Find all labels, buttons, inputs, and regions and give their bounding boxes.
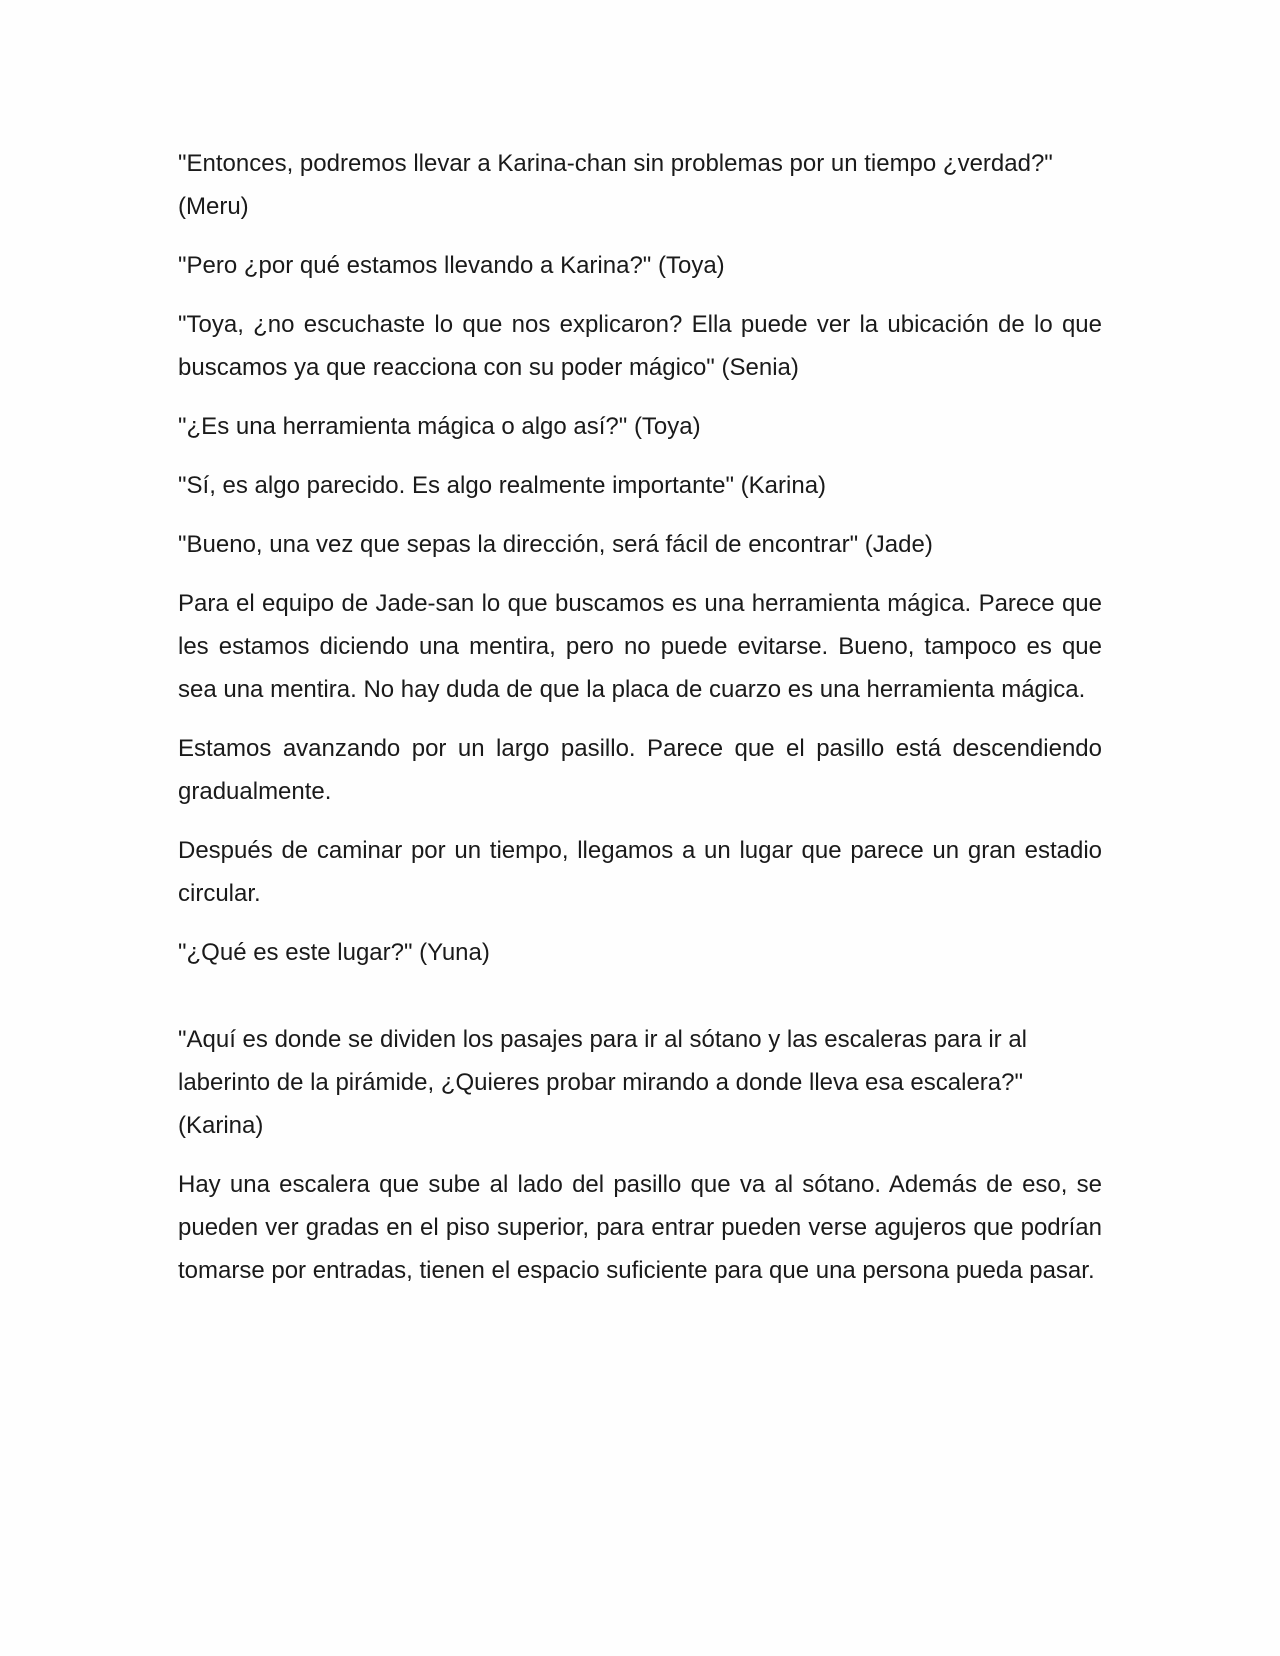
paragraph-narration-staircase: Hay una escalera que sube al lado del pasillo que va al sótano. Además de eso, se pueden ver gradas en el piso superior, para entrar pueden verse agujeros que podrían tomarse por entradas, tienen el espacio suficiente para que una persona pueda pasar. [178, 1171, 1102, 1284]
paragraph-toya-tool-question: "¿Es una herramienta mágica o algo así?" (Toya) [178, 413, 701, 440]
paragraph-jade-dialogue: "Bueno, una vez que sepas la dirección, será fácil de encontrar" (Jade) [178, 531, 933, 558]
document-body [178, 142, 1102, 1308]
paragraph-narration-magic-tool: Para el equipo de Jade-san lo que buscamos es una herramienta mágica. Parece que les estamos diciendo una mentira, pero no puede evitarse. Bueno, tampoco es que sea una mentira. No hay duda de que la placa de cuarzo es una herramienta mágica. [178, 590, 1102, 703]
paragraph-senia-dialogue: "Toya, ¿no escuchaste lo que nos explicaron? Ella puede ver la ubicación de lo que buscamos ya que reacciona con su poder mágico" (Senia) [178, 311, 1102, 381]
paragraph-karina-explanation: "Aquí es donde se dividen los pasajes para ir al sótano y las escaleras para ir al laberinto de la pirámide, ¿Quieres probar mirando a donde lleva esa escalera?" (Karina) [178, 1026, 1027, 1139]
paragraph-narration-stadium: Después de caminar por un tiempo, llegamos a un lugar que parece un gran estadio circular. [178, 837, 1102, 907]
paragraph-meru-dialogue: "Entonces, podremos llevar a Karina-chan sin problemas por un tiempo ¿verdad?" (Meru) [178, 150, 1053, 220]
paragraph-karina-reply: "Sí, es algo parecido. Es algo realmente importante" (Karina) [178, 472, 827, 499]
paragraph-yuna-question: "¿Qué es este lugar?" (Yuna) [178, 939, 490, 966]
paragraph-toya-question: "Pero ¿por qué estamos llevando a Karina?" (Toya) [178, 252, 725, 279]
paragraph-narration-hallway: Estamos avanzando por un largo pasillo. Parece que el pasillo está descendiendo gradualmente. [178, 735, 1102, 805]
